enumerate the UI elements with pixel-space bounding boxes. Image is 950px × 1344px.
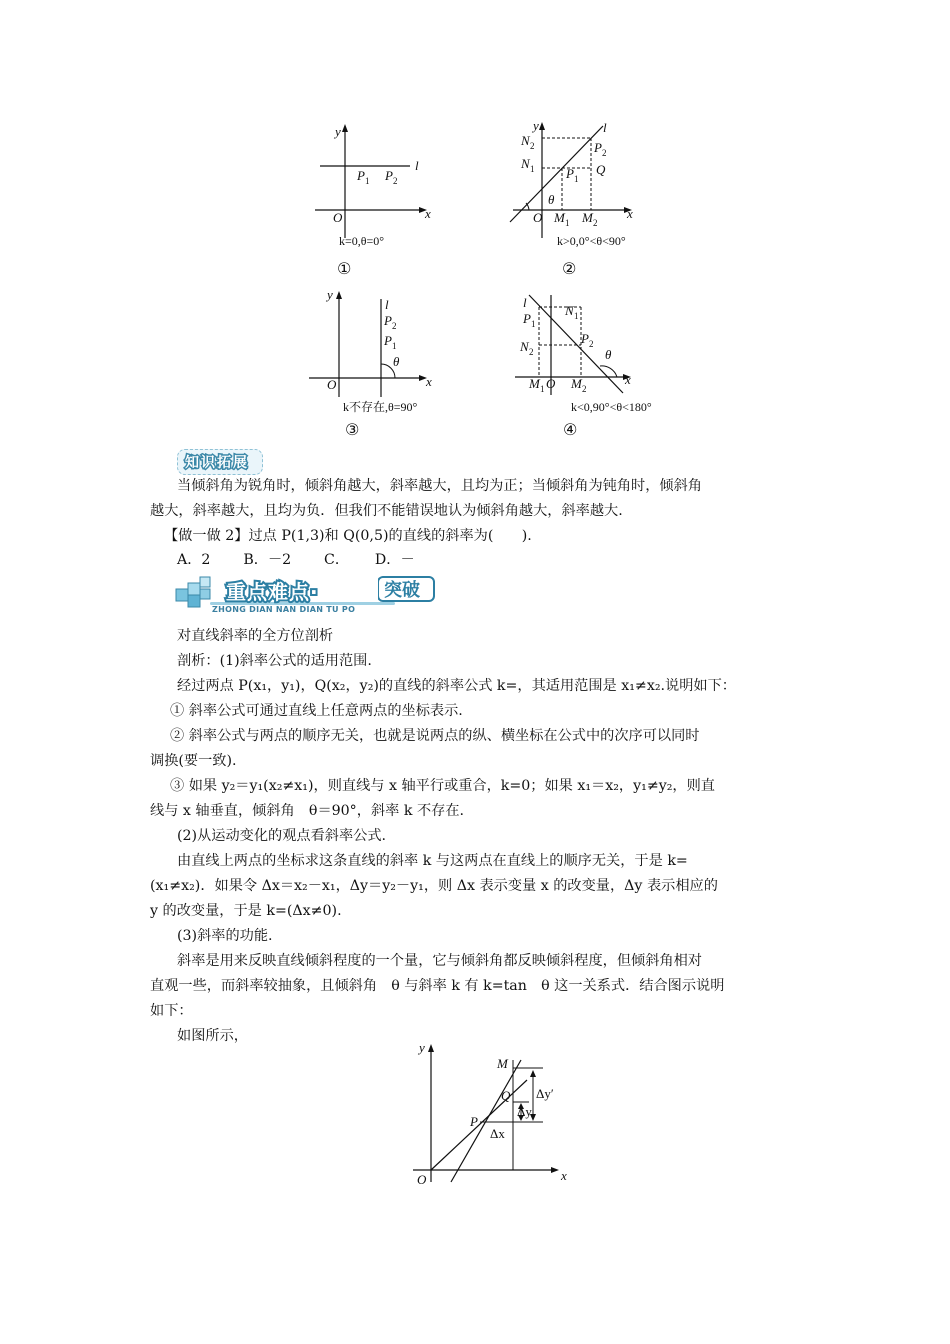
label-q: Q: [501, 1088, 511, 1103]
label-p1-sub: 1: [531, 319, 536, 329]
y-axis-arrow: [342, 124, 348, 132]
label-p2: P: [594, 140, 602, 155]
body-line-15: 直观一些，而斜率较抽象，且倾斜角 θ 与斜率 k 有 k=tan θ 这一关系式．结合图示说明: [150, 978, 725, 994]
x-axis-arrow: [551, 1167, 559, 1173]
label-p2: P: [581, 331, 589, 346]
section-banner: [170, 573, 420, 619]
label-p1-sub: 1: [392, 341, 397, 351]
y-axis-arrow: [336, 291, 342, 299]
label-p1-sub: 1: [574, 174, 579, 184]
label-m1: M: [554, 210, 565, 225]
label-p1: P: [384, 333, 392, 348]
label-n2-sub: 2: [530, 141, 535, 151]
label-x: x: [625, 372, 631, 387]
label-p2-sub: 2: [393, 176, 398, 186]
y-axis-arrow: [428, 1044, 434, 1052]
label-p1: P: [357, 168, 365, 183]
body-line-12: y 的改变量，于是 k=(Δx≠0).: [150, 903, 342, 919]
caption-1: k=0,θ=0°: [339, 234, 385, 248]
body-line-11: (x₁≠x₂)．如果令 Δx＝x₂－x₁，Δy＝y₂－y₁，则 Δx 表示变量 x 的改变量，Δy 表示相应的: [150, 878, 718, 894]
label-m2-sub: 2: [593, 218, 598, 228]
body-line-16: 如下：: [150, 1003, 193, 1019]
label-y: y: [533, 118, 539, 133]
label-theta: θ: [605, 347, 612, 362]
body-line-6: 调换(要一致).: [150, 753, 237, 769]
label-dy: Δy: [517, 1104, 532, 1119]
label-origin: O: [327, 377, 337, 392]
label-n2-sub: 2: [529, 347, 534, 357]
y-axis-arrow: [539, 122, 545, 130]
label-dy-prime: Δy′: [536, 1086, 554, 1101]
label-m2: M: [582, 210, 593, 225]
label-theta: θ: [393, 354, 400, 369]
label-origin: O: [333, 210, 343, 225]
label-n2: N: [521, 133, 530, 148]
exercise-question: 【做一做 2】过点 P(1,3)和 Q(0,5)的直线的斜率为( ).: [164, 528, 532, 544]
label-m2-sub: 2: [582, 384, 587, 394]
label-x: x: [425, 206, 431, 221]
figure-number-1: ①: [337, 259, 352, 278]
figure-4-negative-slope: [505, 285, 685, 445]
caption-2: k>0,0°<θ<90°: [557, 234, 626, 248]
badge-label: 知识拓展: [185, 455, 249, 471]
figure-number-4: ④: [563, 420, 578, 439]
label-dx: Δx: [490, 1126, 505, 1141]
body-line-13: (3)斜率的功能.: [177, 928, 273, 944]
body-line-9: (2)从运动变化的观点看斜率公式.: [177, 828, 387, 844]
label-l: l: [603, 120, 607, 135]
figure-3-vertical-line: [305, 285, 455, 445]
figure-number-3: ③: [345, 420, 360, 439]
body-line-4: ① 斜率公式可通过直线上任意两点的坐标表示.: [170, 703, 463, 719]
label-x: x: [627, 206, 633, 221]
label-m1-sub: 1: [565, 218, 570, 228]
body-line-7: ③ 如果 y₂＝y₁(x₂≠x₁)，则直线与 x 轴平行或重合，k=0；如果 x₁＝x₂，y₁≠y₂，则直: [170, 778, 715, 794]
label-x: x: [561, 1168, 567, 1183]
caption-4: k<0,90°<θ<180°: [571, 400, 652, 414]
paragraph-1-line-1: 当倾斜角为锐角时，倾斜角越大，斜率越大，且均为正；当倾斜角为钝角时，倾斜角: [177, 478, 702, 494]
figure-2-positive-slope: [505, 118, 655, 288]
caption-3: k不存在,θ=90°: [343, 400, 418, 414]
label-n1-sub: 1: [574, 311, 579, 321]
banner-title: 重点难点·: [226, 580, 319, 604]
label-x: x: [426, 374, 432, 389]
figure-1-horizontal-line: [305, 118, 455, 288]
paragraph-1-line-2: 越大，斜率越大，且均为负．但我们不能错误地认为倾斜角越大，斜率越大.: [150, 503, 623, 519]
body-line-8: 线与 x 轴垂直，倾斜角 θ＝90°，斜率 k 不存在.: [150, 803, 465, 819]
label-n1: N: [521, 156, 530, 171]
label-n2: N: [520, 339, 529, 354]
label-m1-sub: 1: [540, 384, 545, 394]
body-line-5: ② 斜率公式与两点的顺序无关，也就是说两点的纵、横坐标在公式中的次序可以同时: [170, 728, 700, 744]
label-m2: M: [571, 376, 582, 391]
line-pm: [451, 1060, 521, 1182]
figure-number-2: ②: [562, 259, 577, 278]
body-line-14: 斜率是用来反映直线倾斜程度的一个量，它与倾斜角都反映倾斜程度，但倾斜角相对: [177, 953, 702, 969]
banner-pinyin: ZHONG DIAN NAN DIAN TU PO: [212, 605, 356, 614]
label-y: y: [327, 287, 333, 302]
body-line-1: 对直线斜率的全方位剖析: [177, 628, 334, 644]
label-p1: P: [566, 166, 574, 181]
body-line-17: 如图所示，: [177, 1028, 248, 1044]
label-origin: O: [533, 210, 543, 225]
banner-highlight: 突破: [384, 580, 420, 601]
label-origin: O: [546, 376, 556, 391]
label-y: y: [335, 124, 341, 139]
label-m: M: [497, 1056, 508, 1071]
label-p1-sub: 1: [365, 176, 370, 186]
label-n1-sub: 1: [530, 164, 535, 174]
body-line-3: 经过两点 P(x₁，y₁)，Q(x₂，y₂)的直线的斜率公式 k=，其适用范围是 x₁≠x₂.说明如下：: [177, 678, 736, 694]
label-l: l: [415, 158, 419, 173]
label-y: y: [419, 1040, 425, 1055]
body-line-2: 剖析：(1)斜率公式的适用范围.: [177, 653, 372, 669]
label-n1: N: [565, 303, 574, 318]
label-p2: P: [385, 168, 393, 183]
label-l: l: [385, 297, 389, 312]
label-p2-sub: 2: [392, 321, 397, 331]
label-p1: P: [523, 311, 531, 326]
label-theta: θ: [548, 192, 555, 207]
exercise-options: A．2 B．－2 C． D．－: [177, 552, 415, 568]
label-p2: P: [384, 313, 392, 328]
label-p2-sub: 2: [589, 339, 594, 349]
label-q: Q: [596, 162, 606, 177]
knowledge-extension-badge: [177, 449, 263, 475]
label-origin: O: [417, 1172, 427, 1187]
label-m1: M: [529, 376, 540, 391]
figure-slope-increment: [405, 1040, 585, 1195]
banner-highlight-box: [378, 575, 438, 605]
label-p: P: [470, 1114, 478, 1129]
label-p2-sub: 2: [602, 148, 607, 158]
label-l: l: [523, 295, 527, 310]
body-line-10: 由直线上两点的坐标求这条直线的斜率 k 与这两点在直线上的顺序无关，于是 k=: [177, 853, 688, 869]
